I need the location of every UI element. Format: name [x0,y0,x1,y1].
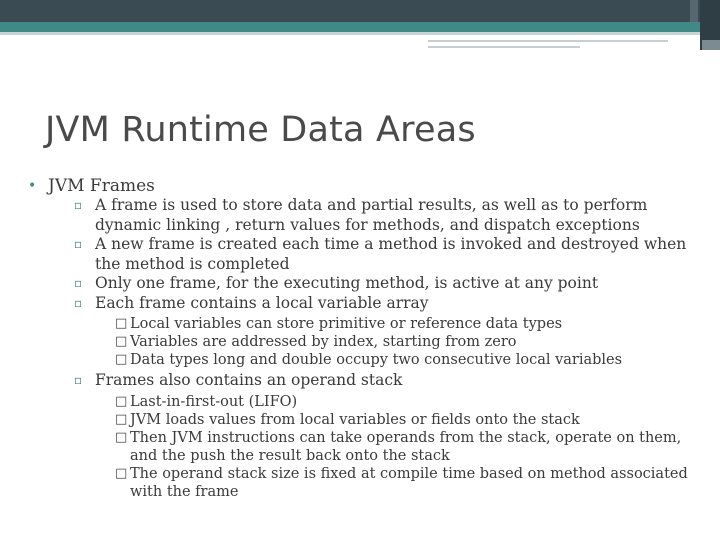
small-square-bullet-icon: ▫ [74,373,83,387]
slide-content [28,176,708,501]
square-bullet-icon: □ [115,334,128,349]
bullet-text: Variables are addressed by index, starting from zero [130,334,517,350]
small-square-bullet-icon: ▫ [74,237,83,251]
small-square-bullet-icon: ▫ [74,198,83,212]
bullet-level1 [28,176,708,196]
bullet-level3 [115,315,708,333]
bullet-text: Last-in-first-out (LIFO) [130,393,298,410]
bullet-level2 [74,371,708,391]
corner-block-small [690,0,698,22]
bullet-text: Local variables can store primitive or reference data types [130,316,563,332]
bullet-level3 [115,393,708,411]
header-rule-short [428,46,580,48]
bullet-dot-icon: • [28,178,37,194]
bullet-text: Data types long and double occupy two consecutive local variables [130,352,623,368]
bullet-level3 [115,429,708,465]
square-bullet-icon: □ [115,429,128,445]
slide-title: JVM Runtime Data Areas [45,110,476,150]
header-band [0,0,720,22]
small-square-bullet-icon: ▫ [74,295,83,310]
header-thin-band [0,32,720,35]
bullet-level3 [115,333,708,351]
header-rule-long [428,40,668,42]
bullet-text: Only one frame, for the executing method, is active at any point [95,274,599,292]
bullet-level3 [115,465,708,501]
bullet-text: Frames also contains an operand stack [95,371,403,389]
bullet-level2 [74,196,708,235]
bullet-level2 [74,294,708,314]
square-bullet-icon: □ [115,411,128,427]
square-bullet-icon: □ [115,465,128,481]
bullet-level3 [115,351,708,369]
square-bullet-icon: □ [115,393,128,409]
header-accent-band [0,22,720,32]
bullet-text: A new frame is created each time a method is invoked and destroyed when the method is completed [95,235,687,273]
square-bullet-icon: □ [115,316,128,331]
square-bullet-icon: □ [115,352,128,367]
corner-block-light [702,40,720,50]
bullet-text: The operand stack size is fixed at compile time based on method associated with the frame [130,465,688,500]
bullet-text: A frame is used to store data and partial results, as well as to perform dynamic linking , return values for methods, and dispatch exceptions [95,196,648,234]
bullet-text: JVM loads values from local variables or fields onto the stack [130,411,580,428]
bullet-level2 [74,274,708,294]
small-square-bullet-icon: ▫ [74,276,83,290]
bullet-text: JVM Frames [48,176,155,196]
bullet-text: Each frame contains a local variable array [95,293,429,312]
bullet-level2 [74,235,708,274]
bullet-text: Then JVM instructions can take operands from the stack, operate on them, and the push the result back onto the stack [130,429,682,464]
bullet-level3 [115,411,708,429]
